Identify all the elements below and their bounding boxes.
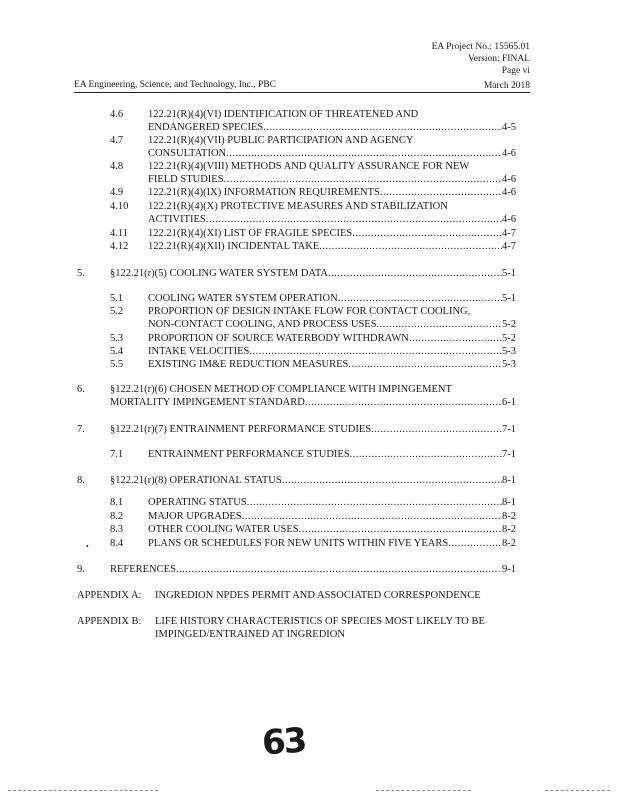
toc-entry-leader-row bbox=[110, 268, 516, 280]
toc-entry-title: ENTRAINMENT PERFORMANCE STUDIES bbox=[148, 449, 350, 460]
toc-entry-title: 122.21(R)(4)(VII) PUBLIC PARTICIPATION AND AGENCY bbox=[148, 135, 414, 146]
toc-entry-leader-row bbox=[148, 497, 516, 509]
toc-entry-title: EXISTING IM&E REDUCTION MEASURES bbox=[148, 359, 349, 370]
header-right bbox=[432, 41, 530, 77]
toc-entry-title: MAJOR UPGRADES bbox=[148, 511, 242, 522]
header-rule bbox=[74, 92, 530, 93]
toc-entry-number: 8.4 bbox=[110, 538, 124, 549]
appendix-title-continued: IMPINGED/ENTRAINED AT INGREDION bbox=[155, 629, 345, 640]
toc-page-number: 8-2 bbox=[502, 538, 516, 549]
toc-page-number: 4-6 bbox=[502, 148, 516, 159]
toc-page-number: 5-2 bbox=[502, 319, 516, 330]
toc-entry-leader-row bbox=[148, 174, 516, 186]
toc-entry-leader-row bbox=[148, 359, 516, 371]
dot-leader bbox=[352, 228, 502, 240]
toc-entry-title: 122.21(R)(4)(XII) INCIDENTAL TAKE bbox=[148, 241, 320, 252]
toc-entry-title: PLANS OR SCHEDULES FOR NEW UNITS WITHIN FIVE YEARS bbox=[148, 538, 449, 549]
toc-entry-title: 122.21(R)(4)(VI) IDENTIFICATION OF THREATENED AND bbox=[148, 109, 419, 120]
toc-page-number: 8-1 bbox=[502, 497, 516, 508]
toc-entry-title: PROPORTION OF DESIGN INTAKE FLOW FOR CONTACT COOLING, bbox=[148, 306, 471, 317]
toc-entry-number: 7. bbox=[77, 424, 85, 435]
toc-page-number: 7-1 bbox=[502, 424, 516, 435]
toc-page-number: 4-7 bbox=[502, 228, 516, 239]
toc-entry-leader-row bbox=[148, 333, 516, 345]
toc-entry-leader-row bbox=[148, 148, 516, 160]
toc-entry-title: 122.21(R)(4)(XI) LIST OF FRAGILE SPECIES bbox=[148, 228, 353, 239]
handwritten-page-number: 63 bbox=[260, 720, 307, 764]
toc-entry-number: 4.12 bbox=[110, 241, 129, 252]
toc-entry-leader-row bbox=[148, 319, 516, 331]
toc-entry-number: 5.4 bbox=[110, 346, 124, 357]
dot-leader bbox=[249, 346, 502, 358]
dot-leader bbox=[409, 333, 502, 345]
toc-page-number: 5-1 bbox=[502, 293, 516, 304]
toc-page-number: 5-1 bbox=[502, 268, 516, 279]
toc-entry-title-continued: ENDANGERED SPECIES bbox=[148, 122, 264, 133]
toc-page-number: 8-2 bbox=[502, 524, 516, 535]
toc-entry-title: §122.21(r)(6) CHOSEN METHOD OF COMPLIANCE WITH IMPINGEMENT bbox=[110, 384, 452, 395]
dot-leader bbox=[448, 538, 502, 550]
toc-entry-title-continued: NON-CONTACT COOLING, AND PROCESS USES bbox=[148, 319, 377, 330]
toc-entry-number: 8.2 bbox=[110, 511, 124, 522]
toc-entry-leader-row bbox=[148, 524, 516, 536]
toc-entry-leader-row bbox=[148, 241, 516, 253]
toc-page-number: 4-5 bbox=[502, 122, 516, 133]
company-name: EA Engineering, Science, and Technology, Inc., PBC bbox=[74, 80, 276, 90]
toc-entry-leader-row bbox=[110, 475, 516, 487]
toc-entry-title: 122.21(R)(4)(IX) INFORMATION REQUIREMENTS bbox=[148, 187, 380, 198]
toc-entry-number: 4.11 bbox=[110, 228, 128, 239]
toc-page-number: 5-3 bbox=[502, 359, 516, 370]
dot-leader bbox=[377, 319, 502, 331]
dot-leader bbox=[206, 214, 502, 226]
toc-entry-number: 8.3 bbox=[110, 524, 124, 535]
toc-entry-title: §122.21(r)(8) OPERATIONAL STATUS bbox=[110, 475, 282, 486]
toc-page-number: 4-6 bbox=[502, 187, 516, 198]
dot-leader bbox=[226, 148, 502, 160]
toc-entry-title: 122.21(R)(4)(X) PROTECTIVE MEASURES AND STABILIZATION bbox=[148, 201, 448, 212]
toc-entry-leader-row bbox=[148, 122, 516, 134]
footer-scan-line bbox=[8, 790, 158, 791]
dot-leader bbox=[305, 397, 502, 409]
toc-entry-title-continued: ACTIVITIES bbox=[148, 214, 206, 225]
dot-leader bbox=[319, 241, 502, 253]
toc-entry-title: OTHER COOLING WATER USES bbox=[148, 524, 299, 535]
toc-entry-title: §122.21(r)(7) ENTRAINMENT PERFORMANCE STUDIES bbox=[110, 424, 372, 435]
toc-entry-title: INTAKE VELOCITIES bbox=[148, 346, 250, 357]
appendix-title: LIFE HISTORY CHARACTERISTICS OF SPECIES MOST LIKELY TO BE bbox=[155, 616, 485, 627]
dot-leader bbox=[350, 449, 502, 461]
toc-entry-title: §122.21(r)(5) COOLING WATER SYSTEM DATA bbox=[110, 268, 328, 279]
toc-entry-leader-row bbox=[148, 511, 516, 523]
footer-scan-line bbox=[545, 790, 610, 791]
header-date: March 2018 bbox=[483, 81, 530, 91]
toc-entry-number: 5.3 bbox=[110, 333, 124, 344]
toc-page-number: 8-2 bbox=[502, 511, 516, 522]
toc-entry-leader-row bbox=[148, 228, 516, 240]
dot-leader bbox=[328, 268, 502, 280]
dot-leader bbox=[247, 497, 502, 509]
dot-leader bbox=[242, 511, 502, 523]
toc-entry-title: PROPORTION OF SOURCE WATERBODY WITHDRAWN bbox=[148, 333, 409, 344]
toc-entry-leader-row bbox=[110, 564, 516, 576]
dot-leader bbox=[380, 187, 502, 199]
toc-entry-number: 9. bbox=[77, 564, 85, 575]
dot-leader bbox=[282, 475, 502, 487]
toc-entry-title-continued: FIELD STUDIES bbox=[148, 174, 224, 185]
footer-scan-line bbox=[376, 790, 471, 791]
toc-entry-leader-row bbox=[148, 187, 516, 199]
page-number: Page vi bbox=[501, 66, 530, 76]
toc-page-number: 9-1 bbox=[502, 564, 516, 575]
toc-entry-number: 5.5 bbox=[110, 359, 124, 370]
toc-entry-number: 8.1 bbox=[110, 497, 124, 508]
dot-leader bbox=[176, 564, 502, 576]
toc-entry-number: 4.8 bbox=[110, 161, 124, 172]
toc-entry-number: 5.2 bbox=[110, 306, 124, 317]
toc-entry-leader-row bbox=[148, 346, 516, 358]
dot-leader bbox=[224, 174, 502, 186]
toc-entry-leader-row bbox=[110, 424, 516, 436]
toc-entry-title-continued: MORTALITY IMPINGEMENT STANDARD bbox=[110, 397, 305, 408]
dot-leader bbox=[338, 293, 502, 305]
toc-entry-leader-row bbox=[148, 449, 516, 461]
toc-entry-number: 4.9 bbox=[110, 187, 124, 198]
toc-entry-title: REFERENCES bbox=[110, 564, 176, 575]
toc-entry-number: 4.6 bbox=[110, 109, 124, 120]
toc-entry-title: COOLING WATER SYSTEM OPERATION bbox=[148, 293, 338, 304]
toc-entry-number: 4.7 bbox=[110, 135, 124, 146]
appendix-label: APPENDIX B: bbox=[77, 616, 142, 627]
toc-entry-title-continued: CONSULTATION bbox=[148, 148, 227, 159]
toc-entry-number: 5. bbox=[77, 268, 85, 279]
toc-entry-title: 122.21(R)(4)(VIII) METHODS AND QUALITY ASSURANCE FOR NEW bbox=[148, 161, 470, 172]
appendix-label: APPENDIX A: bbox=[77, 590, 142, 601]
project-number: EA Project No.: 15565.01 bbox=[431, 42, 530, 52]
toc-entry-number: 6. bbox=[77, 384, 85, 395]
toc-page-number: 4-6 bbox=[502, 174, 516, 185]
version: Version: FINAL bbox=[467, 54, 530, 64]
toc-entry-number: 8. bbox=[77, 475, 85, 486]
stray-mark: • bbox=[86, 542, 89, 551]
toc-page-number: 4-7 bbox=[502, 241, 516, 252]
toc-page-number: 8-1 bbox=[502, 475, 516, 486]
toc-entry-leader-row bbox=[148, 293, 516, 305]
toc-entry-number: 4.10 bbox=[110, 201, 129, 212]
toc-entry-leader-row bbox=[148, 214, 516, 226]
toc-entry-leader-row bbox=[148, 538, 516, 550]
toc-page-number: 4-6 bbox=[502, 214, 516, 225]
dot-leader bbox=[299, 524, 502, 536]
dot-leader bbox=[263, 122, 502, 134]
toc-page-number: 7-1 bbox=[502, 449, 516, 460]
dot-leader bbox=[371, 424, 502, 436]
appendix-title: INGREDION NPDES PERMIT AND ASSOCIATED CORRESPONDENCE bbox=[155, 590, 481, 601]
toc-page-number: 5-3 bbox=[502, 346, 516, 357]
toc-entry-number: 5.1 bbox=[110, 293, 124, 304]
toc-entry-number: 7.1 bbox=[110, 449, 124, 460]
toc-entry-title: OPERATING STATUS bbox=[148, 497, 247, 508]
dot-leader bbox=[348, 359, 502, 371]
toc-page-number: 5-2 bbox=[502, 333, 516, 344]
toc-page-number: 6-1 bbox=[502, 397, 516, 408]
toc-entry-leader-row bbox=[110, 397, 516, 409]
